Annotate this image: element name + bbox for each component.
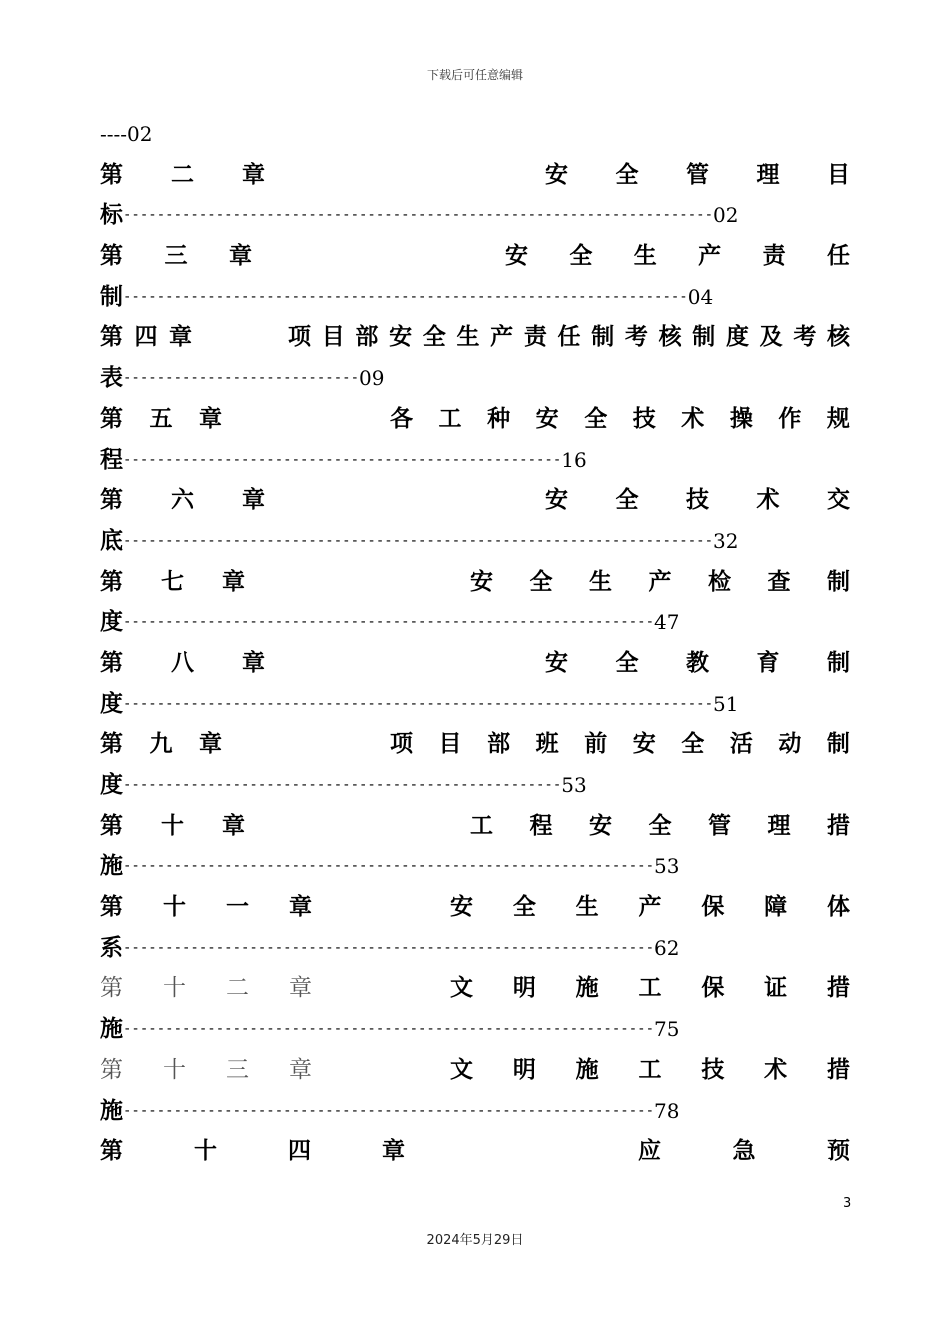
chapter-title-char: 生 xyxy=(575,894,599,921)
chapter-title-char: 及 xyxy=(759,324,783,351)
chapter-title-char: 明 xyxy=(512,1056,536,1083)
chapter-title-last-char: 系 xyxy=(100,934,123,961)
chapter-title-char: 规 xyxy=(826,405,850,432)
page-ref: 78 xyxy=(654,1098,680,1123)
chapter-title-char: 产 xyxy=(698,243,722,270)
chapter-label xyxy=(100,724,222,765)
page-ref: 09 xyxy=(359,366,385,391)
chapter-title-last-char: 程 xyxy=(100,446,123,473)
chapter-title-char: 检 xyxy=(708,568,731,595)
chapter-title-char: 核 xyxy=(827,324,850,351)
chapter-title-char: 安 xyxy=(545,161,568,188)
chapter-title-last-char: 施 xyxy=(100,1016,123,1043)
chapter-label-char: 第 xyxy=(100,568,123,595)
toc-entry-leader[interactable] xyxy=(100,521,850,562)
chapter-label-char: 第 xyxy=(100,243,123,270)
chapter-title-char: 理 xyxy=(767,812,791,839)
chapter-title-char: 全 xyxy=(569,243,593,270)
toc-entry-heading[interactable] xyxy=(100,806,850,847)
chapter-title xyxy=(505,236,850,277)
chapter-title-last-char: 标 xyxy=(100,202,123,229)
chapter-title-char: 操 xyxy=(729,405,753,432)
chapter-title-char: 各 xyxy=(390,405,413,432)
chapter-label-char: 章 xyxy=(229,243,252,270)
chapter-title-char: 全 xyxy=(615,649,639,676)
page-ref: 47 xyxy=(654,610,680,635)
toc-entry-heading[interactable] xyxy=(100,480,850,521)
chapter-title xyxy=(450,968,850,1009)
chapter-title-char: 查 xyxy=(767,568,791,595)
chapter-label-char: 章 xyxy=(222,568,245,595)
chapter-title-last-char: 施 xyxy=(100,1097,123,1124)
chapter-label-char: 章 xyxy=(242,161,265,188)
chapter-label xyxy=(100,887,312,928)
chapter-title-char: 全 xyxy=(422,324,446,351)
chapter-title-char: 全 xyxy=(512,894,536,921)
chapter-label-char: 第 xyxy=(100,975,123,1002)
chapter-title-char: 目 xyxy=(438,731,462,758)
chapter-title-last-char: 底 xyxy=(100,527,123,554)
toc-entry-leader[interactable] xyxy=(100,1091,850,1132)
chapter-title-char: 技 xyxy=(686,487,709,514)
chapter-title-char: 产 xyxy=(638,894,662,921)
toc-entry-leader[interactable] xyxy=(100,277,850,318)
chapter-title-char: 施 xyxy=(575,975,599,1002)
chapter-title-char: 预 xyxy=(827,1138,850,1165)
chapter-label-char: 章 xyxy=(169,324,192,351)
chapter-title-char: 全 xyxy=(681,731,705,758)
chapter-label xyxy=(100,236,252,277)
chapter-label-char: 章 xyxy=(242,487,265,514)
toc-entry-leader[interactable] xyxy=(100,928,850,969)
chapter-title-char: 工 xyxy=(470,812,493,839)
chapter-title-char: 交 xyxy=(827,487,850,514)
chapter-label-char: 六 xyxy=(171,487,194,514)
dot-leader: --------------------------------------------------------------- xyxy=(123,1102,655,1119)
chapter-title-char: 术 xyxy=(681,405,705,432)
dot-leader: ------------------------------------------------------------------- xyxy=(123,288,688,305)
chapter-title-char: 管 xyxy=(686,161,709,188)
chapter-title-char: 制 xyxy=(692,324,716,351)
toc-entry-heading[interactable] xyxy=(100,1131,850,1172)
chapter-label-char: 七 xyxy=(161,568,184,595)
chapter-title-char: 度 xyxy=(725,324,749,351)
chapter-label-char: 第 xyxy=(100,812,123,839)
chapter-label-char: 三 xyxy=(226,1056,249,1083)
chapter-title-char: 术 xyxy=(756,487,780,514)
page-number: 3 xyxy=(843,1196,852,1211)
chapter-title-char: 教 xyxy=(686,649,709,676)
toc-entry-heading[interactable] xyxy=(100,399,850,440)
toc-entry-leader[interactable] xyxy=(100,195,850,236)
chapter-title-char: 安 xyxy=(470,568,493,595)
chapter-title-char: 措 xyxy=(826,1056,850,1083)
chapter-title xyxy=(450,1050,850,1091)
chapter-label xyxy=(100,1050,312,1091)
chapter-label-char: 二 xyxy=(226,975,249,1002)
chapter-label-char: 第 xyxy=(100,894,123,921)
chapter-title-char: 作 xyxy=(778,405,802,432)
chapter-title-char: 安 xyxy=(545,649,568,676)
page-ref: 32 xyxy=(713,528,739,553)
chapter-title-char: 制 xyxy=(591,324,615,351)
chapter-title-char: 文 xyxy=(450,975,473,1002)
toc-entry-leader[interactable] xyxy=(100,684,850,725)
chapter-label-char: 十 xyxy=(163,894,186,921)
chapter-title xyxy=(638,1131,850,1172)
chapter-title-char: 应 xyxy=(638,1138,661,1165)
dot-leader: ---------------------------------------------------------------------- xyxy=(123,532,714,549)
chapter-label-char: 章 xyxy=(289,894,312,921)
chapter-title-char: 产 xyxy=(648,568,672,595)
chapter-title-char: 文 xyxy=(450,1056,473,1083)
chapter-label-char: 第 xyxy=(100,487,123,514)
toc-entry-heading[interactable] xyxy=(100,887,850,928)
chapter-label-char: 章 xyxy=(382,1138,405,1165)
chapter-title-char: 障 xyxy=(764,894,788,921)
dot-leader: ---------------------------------------------------- xyxy=(123,777,562,793)
chapter-label-char: 四 xyxy=(288,1138,311,1165)
chapter-title-char: 全 xyxy=(584,405,608,432)
chapter-title-char: 安 xyxy=(505,243,528,270)
dot-leader: --------------------------------------------------------------- xyxy=(123,614,655,631)
toc-entry-leader[interactable] xyxy=(100,846,850,887)
chapter-title-char: 目 xyxy=(321,324,345,351)
chapter-title-char: 核 xyxy=(658,324,682,351)
chapter-title-char: 管 xyxy=(708,812,731,839)
chapter-title-char: 安 xyxy=(589,812,612,839)
chapter-title-char: 生 xyxy=(633,243,657,270)
chapter-label-char: 章 xyxy=(199,405,222,432)
toc-entry-heading[interactable] xyxy=(100,317,850,358)
chapter-label-char: 九 xyxy=(149,731,173,758)
dot-leader: ---------------------------------------------------------------------- xyxy=(123,207,714,224)
chapter-label-char: 第 xyxy=(100,731,123,758)
chapter-label-char: 八 xyxy=(171,649,194,676)
chapter-label-char: 十 xyxy=(194,1138,217,1165)
page-ref: 04 xyxy=(687,284,714,309)
chapter-title-char: 制 xyxy=(827,568,850,595)
toc-entry-heading[interactable] xyxy=(100,236,850,277)
chapter-label xyxy=(100,562,245,603)
chapter-title-char: 证 xyxy=(764,975,788,1002)
chapter-title-last-char: 制 xyxy=(100,283,123,310)
chapter-title-char: 急 xyxy=(732,1138,756,1165)
chapter-label-char: 十 xyxy=(163,975,186,1002)
page-header: 下载后可任意编辑 xyxy=(426,68,523,82)
chapter-label-char: 章 xyxy=(289,1056,312,1083)
page-ref: 16 xyxy=(561,447,587,472)
chapter-title-last-char: 度 xyxy=(100,609,123,636)
chapter-label xyxy=(100,480,265,521)
chapter-label-char: 第 xyxy=(100,1056,123,1083)
chapter-title-char: 制 xyxy=(826,731,850,758)
chapter-title-char: 全 xyxy=(615,161,639,188)
chapter-title-char: 动 xyxy=(778,731,802,758)
chapter-label-char: 五 xyxy=(149,405,173,432)
chapter-label-char: 十 xyxy=(161,812,184,839)
chapter-title-char: 产 xyxy=(490,324,514,351)
chapter-label xyxy=(100,968,312,1009)
chapter-title-char: 考 xyxy=(793,324,817,351)
chapter-label-char: 章 xyxy=(289,975,312,1002)
chapter-title-char: 明 xyxy=(512,975,536,1002)
chapter-label xyxy=(100,1131,405,1172)
chapter-title-char: 考 xyxy=(624,324,648,351)
chapter-title-char: 全 xyxy=(615,487,639,514)
toc-entry-heading[interactable] xyxy=(100,724,850,765)
chapter-title xyxy=(450,887,850,928)
chapter-title-last-char: 度 xyxy=(100,690,123,717)
chapter-title-char: 项 xyxy=(390,731,413,758)
toc-entry-leader[interactable] xyxy=(100,602,850,643)
page-ref: 53 xyxy=(654,854,680,879)
toc-entry-heading[interactable] xyxy=(100,562,850,603)
dot-leader: --------------------------------------------------------------- xyxy=(123,1021,655,1038)
chapter-title-char: 部 xyxy=(487,731,511,758)
chapter-title xyxy=(390,399,850,440)
page-ref: 62 xyxy=(654,935,680,960)
page-ref: 53 xyxy=(561,773,587,797)
chapter-title-char: 措 xyxy=(826,975,850,1002)
chapter-label xyxy=(100,643,265,684)
chapter-title-char: 项 xyxy=(288,324,311,351)
chapter-title-char: 程 xyxy=(529,812,553,839)
chapter-title-char: 责 xyxy=(523,324,547,351)
page-footer-date: 2024年5月29日 xyxy=(426,1233,524,1248)
dot-leader: --------------------------------------------------------------- xyxy=(123,858,655,875)
chapter-label xyxy=(100,806,245,847)
chapter-title xyxy=(288,317,850,358)
chapter-title xyxy=(545,643,850,684)
chapter-label-char: 第 xyxy=(100,405,123,432)
chapter-title-last-char: 施 xyxy=(100,853,123,880)
toc-entry-heading[interactable] xyxy=(100,1050,850,1091)
chapter-title-char: 班 xyxy=(535,731,559,758)
toc-entry-leader[interactable] xyxy=(100,358,850,399)
chapter-label xyxy=(100,399,222,440)
page-ref: 51 xyxy=(713,691,739,716)
chapter-title-char: 制 xyxy=(827,649,850,676)
chapter-title-char: 前 xyxy=(584,731,608,758)
chapter-label xyxy=(100,155,265,196)
chapter-label-char: 四 xyxy=(134,324,158,351)
chapter-title-char: 任 xyxy=(826,243,850,270)
chapter-title xyxy=(470,562,850,603)
toc-first-line xyxy=(100,114,850,155)
chapter-title-char: 生 xyxy=(456,324,480,351)
dot-leader: ---------------------------- xyxy=(123,370,360,387)
chapter-title-char: 育 xyxy=(756,649,780,676)
toc-entry-heading[interactable] xyxy=(100,643,850,684)
chapter-title-char: 术 xyxy=(764,1056,788,1083)
chapter-label-char: 章 xyxy=(242,649,265,676)
dot-leader: ---------------------------------------------------- xyxy=(123,451,562,468)
chapter-label-char: 章 xyxy=(222,812,245,839)
table-of-contents xyxy=(100,114,850,1172)
chapter-title-char: 措 xyxy=(827,812,850,839)
chapter-title-char: 保 xyxy=(701,975,725,1002)
chapter-title-char: 安 xyxy=(545,487,568,514)
chapter-title-char: 技 xyxy=(632,405,656,432)
chapter-label-char: 三 xyxy=(164,243,188,270)
toc-entry-leader[interactable] xyxy=(100,1009,850,1050)
chapter-label-char: 第 xyxy=(100,649,123,676)
chapter-label-char: 二 xyxy=(171,161,194,188)
chapter-label-char: 十 xyxy=(163,1056,186,1083)
dot-leader: ---------------------------------------------------------------------- xyxy=(123,695,714,712)
toc-entry-leader[interactable] xyxy=(100,440,850,481)
toc-entry-heading[interactable] xyxy=(100,155,850,196)
chapter-title-char: 技 xyxy=(701,1056,725,1083)
chapter-title-char: 生 xyxy=(589,568,612,595)
page-ref: 75 xyxy=(654,1017,680,1042)
chapter-label-char: 第 xyxy=(100,1138,123,1165)
chapter-title-char: 全 xyxy=(648,812,672,839)
toc-entry-heading[interactable] xyxy=(100,968,850,1009)
chapter-title-char: 施 xyxy=(575,1056,599,1083)
chapter-title-char: 安 xyxy=(450,894,473,921)
chapter-title-char: 活 xyxy=(729,731,753,758)
dot-leader: --------------------------------------------------------------- xyxy=(123,939,655,956)
chapter-label-char: 一 xyxy=(226,894,249,921)
chapter-title-char: 安 xyxy=(535,405,559,432)
chapter-title-char: 部 xyxy=(355,324,379,351)
chapter-title-char: 种 xyxy=(487,405,511,432)
chapter-title-char: 责 xyxy=(762,243,786,270)
chapter-label-char: 第 xyxy=(100,324,123,351)
chapter-title-last-char: 表 xyxy=(100,365,123,392)
chapter-label-char: 章 xyxy=(199,731,222,758)
chapter-title-char: 任 xyxy=(557,324,581,351)
toc-entry-leader[interactable] xyxy=(100,765,850,806)
chapter-title-char: 安 xyxy=(632,731,656,758)
chapter-title-char: 工 xyxy=(438,405,462,432)
chapter-title-char: 理 xyxy=(756,161,780,188)
chapter-title-char: 全 xyxy=(529,568,553,595)
chapter-title-char: 工 xyxy=(638,975,662,1002)
chapter-title xyxy=(390,724,850,765)
chapter-title-char: 体 xyxy=(826,894,850,921)
chapter-title-char: 保 xyxy=(701,894,725,921)
chapter-title xyxy=(545,155,850,196)
chapter-title-last-char: 度 xyxy=(100,772,123,798)
chapter-title-char: 目 xyxy=(827,161,850,188)
chapter-title xyxy=(470,806,850,847)
chapter-title xyxy=(545,480,850,521)
chapter-label-char: 第 xyxy=(100,161,123,188)
page-ref: 02 xyxy=(713,203,739,228)
chapter-title-char: 工 xyxy=(638,1056,662,1083)
toc-first-line-text: ----02 xyxy=(100,122,153,146)
chapter-label xyxy=(100,317,192,358)
chapter-title-char: 安 xyxy=(389,324,413,351)
